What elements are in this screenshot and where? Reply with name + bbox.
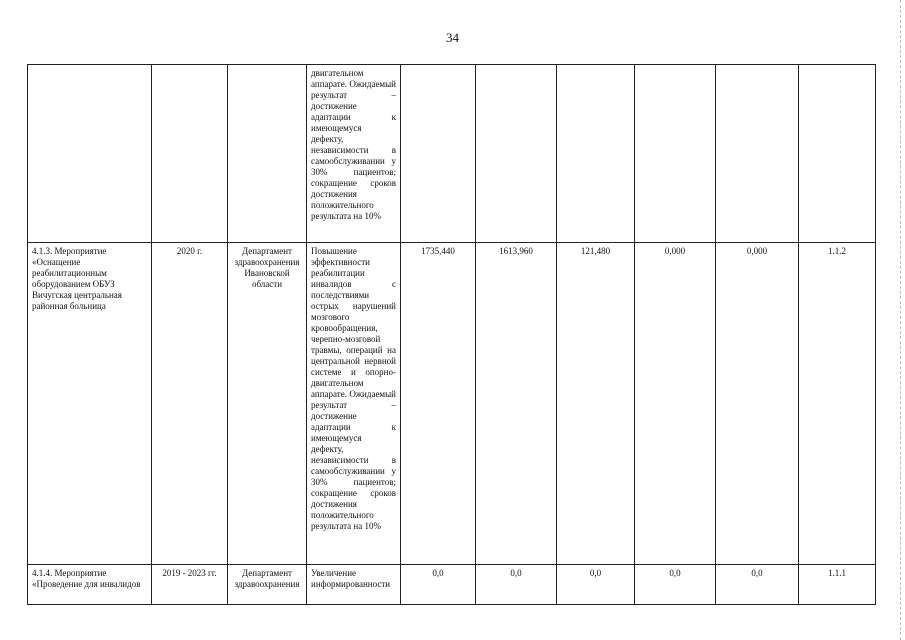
value-cell bbox=[635, 65, 716, 243]
value-cell: 0,0 bbox=[635, 565, 716, 605]
description-cell: Увеличение информированности bbox=[307, 565, 401, 605]
value-cell: 0,000 bbox=[716, 243, 799, 565]
value-cell: 0,0 bbox=[716, 565, 799, 605]
activity-name-cell: 4.1.4. Мероприятие «Проведение для инвалидов bbox=[28, 565, 152, 605]
description-cell: Повышение эффективности реабилитации инвалидов с последствиями острых нарушений мозгового кровообращения, черепно-мозговой травмы, операций на центральной нервной системе и опорно-двигательном аппарате. Ожидаемый результат – достижение адаптации к имеющемуся дефекту, независимости в самообслуживании у 30% пациентов; сокращение сроков достижения положительного результата на 10% bbox=[307, 243, 401, 565]
period-cell bbox=[152, 65, 228, 243]
table-row bbox=[28, 65, 876, 243]
description-cell: двигательном аппарате. Ожидаемый результат – достижение адаптации к имеющемуся дефекту, независимости в самообслуживании у 30% пациентов; сокращение сроков достижения положительного результата на 10% bbox=[307, 65, 401, 243]
executor-cell bbox=[228, 65, 307, 243]
value-cell: 1735,440 bbox=[401, 243, 476, 565]
value-cell bbox=[557, 65, 635, 243]
executor-cell: Департамент здравоохранения bbox=[228, 565, 307, 605]
value-cell: 0,0 bbox=[476, 565, 557, 605]
program-table bbox=[27, 64, 876, 605]
page-number: 34 bbox=[446, 30, 459, 45]
activity-name-cell: 4.1.3. Мероприятие «Оснащение реабилитационным оборудованием ОБУЗ Вичугская центральная районная больница bbox=[28, 243, 152, 565]
activity-name-cell bbox=[28, 65, 152, 243]
value-cell: 121,480 bbox=[557, 243, 635, 565]
page-edge-divider bbox=[897, 0, 901, 640]
value-cell: 0,0 bbox=[557, 565, 635, 605]
value-cell bbox=[476, 65, 557, 243]
period-cell: 2019 - 2023 гг. bbox=[152, 565, 228, 605]
value-cell bbox=[401, 65, 476, 243]
indicator-cell: 1.1.1 bbox=[799, 565, 876, 605]
indicator-cell: 1.1.2 bbox=[799, 243, 876, 565]
value-cell bbox=[716, 65, 799, 243]
executor-cell: Департамент здравоохранения Ивановской области bbox=[228, 243, 307, 565]
table-row bbox=[28, 243, 876, 565]
indicator-cell bbox=[799, 65, 876, 243]
value-cell: 0,0 bbox=[401, 565, 476, 605]
value-cell: 0,000 bbox=[635, 243, 716, 565]
value-cell: 1613,960 bbox=[476, 243, 557, 565]
period-cell: 2020 г. bbox=[152, 243, 228, 565]
table-row bbox=[28, 565, 876, 605]
